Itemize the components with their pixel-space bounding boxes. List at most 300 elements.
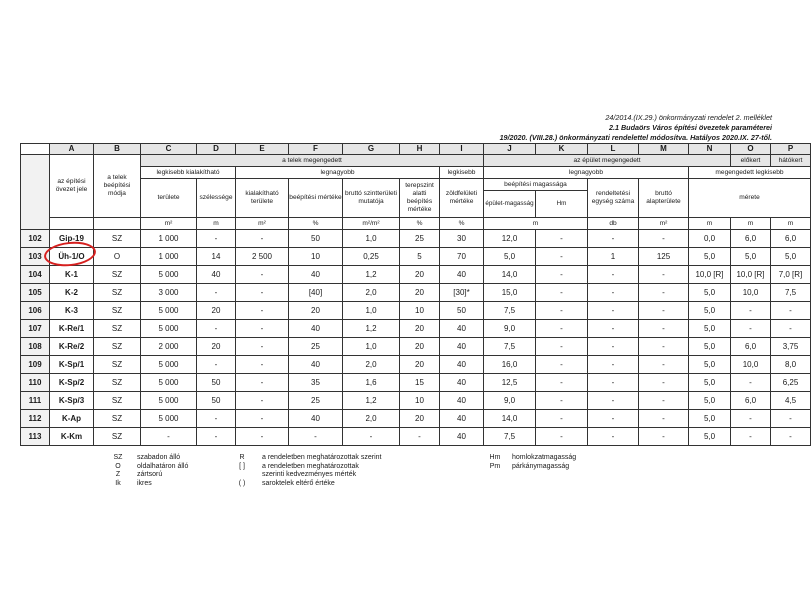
col-letter: D bbox=[197, 144, 236, 155]
legend-key: Ik bbox=[115, 479, 121, 487]
cell-hm: - bbox=[536, 230, 588, 248]
cell-row-number: 109 bbox=[21, 356, 50, 374]
col-letter: P bbox=[771, 144, 811, 155]
cell-coverage: 10 bbox=[289, 248, 343, 266]
cell-side-yard: - bbox=[771, 410, 811, 428]
cell-area: 5 000 bbox=[141, 410, 197, 428]
legend-value: a rendeletben meghatározottak szerint bbox=[262, 454, 382, 461]
cell-width: 50 bbox=[197, 392, 236, 410]
legend-entry bbox=[222, 480, 381, 489]
col-letter: E bbox=[236, 144, 289, 155]
unit-cell: m bbox=[197, 218, 236, 230]
cell-building-mode: SZ bbox=[94, 338, 141, 356]
col-header-size: mérete bbox=[689, 179, 811, 218]
cell-building-mode: SZ bbox=[94, 356, 141, 374]
cell-hm: - bbox=[536, 248, 588, 266]
cell-underground: 5 bbox=[400, 248, 440, 266]
cell-front-yard: 5,0 bbox=[689, 392, 731, 410]
cell-hm: - bbox=[536, 410, 588, 428]
unit-cell: % bbox=[440, 218, 484, 230]
cell-gross-floor-area: - bbox=[639, 428, 689, 446]
cell-front-yard: 5,0 bbox=[689, 338, 731, 356]
cell-side-yard: 6,25 bbox=[771, 374, 811, 392]
cell-coverage: - bbox=[289, 428, 343, 446]
cell-floor-area-ratio: 1,2 bbox=[343, 392, 400, 410]
cell-hm: - bbox=[536, 338, 588, 356]
cell-gross-floor-area: - bbox=[639, 284, 689, 302]
unit-header-row bbox=[21, 218, 811, 230]
unit-cell: m²/m² bbox=[343, 218, 400, 230]
cell-green-area: 40 bbox=[440, 410, 484, 428]
cell-row-number: 105 bbox=[21, 284, 50, 302]
cell-area: - bbox=[141, 428, 197, 446]
cell-underground: 10 bbox=[400, 392, 440, 410]
cell-unit-count: - bbox=[588, 302, 639, 320]
cell-width: - bbox=[197, 320, 236, 338]
cell-gross-floor-area: - bbox=[639, 320, 689, 338]
col-letter: A bbox=[50, 144, 94, 155]
subgroup-min-plot: legkisebb kialakítható bbox=[141, 167, 236, 179]
cell-gross-floor-area: - bbox=[639, 410, 689, 428]
table-row bbox=[21, 356, 811, 374]
cell-floor-area-ratio: 1,0 bbox=[343, 338, 400, 356]
cell-front-yard: 10,0 [R] bbox=[689, 266, 731, 284]
cell-max-area: - bbox=[236, 374, 289, 392]
cell-underground: 20 bbox=[400, 338, 440, 356]
cell-zone-code: K-Re/2 bbox=[50, 338, 94, 356]
cell-coverage: 40 bbox=[289, 356, 343, 374]
legend-entry bbox=[222, 463, 381, 472]
cell-zone-code: K-Sp/2 bbox=[50, 374, 94, 392]
cell-green-area: 40 bbox=[440, 356, 484, 374]
table-row bbox=[21, 266, 811, 284]
col-letter: M bbox=[639, 144, 689, 155]
cell-rear-yard: 6,0 bbox=[731, 338, 771, 356]
cell-width: - bbox=[197, 410, 236, 428]
cell-zone-code: K-Sp/1 bbox=[50, 356, 94, 374]
col-header-zone-code: az építési övezet jele bbox=[50, 155, 94, 218]
cell-underground: 20 bbox=[400, 410, 440, 428]
table-row bbox=[21, 374, 811, 392]
cell-area: 2 000 bbox=[141, 338, 197, 356]
unit-empty bbox=[94, 218, 141, 230]
col-header-floor-area-ratio: bruttó szintterületi mutatója bbox=[343, 179, 400, 218]
col-header-max-area: kialakítható területe bbox=[236, 179, 289, 218]
subgroup-max-building: legnagyobb bbox=[484, 167, 689, 179]
col-header-width: szélessége bbox=[197, 179, 236, 218]
legend-key: Hm bbox=[489, 454, 501, 461]
legend-entry bbox=[99, 463, 188, 472]
cell-building-mode: SZ bbox=[94, 374, 141, 392]
cell-underground: 20 bbox=[400, 284, 440, 302]
cell-building-mode: SZ bbox=[94, 266, 141, 284]
unit-cell: m² bbox=[141, 218, 197, 230]
unit-cell: m² bbox=[236, 218, 289, 230]
header-line-1: 24/2014.(IX.29.) önkormányzati rendelet 2. melléklet bbox=[605, 113, 772, 122]
cell-floor-area-ratio: 2,0 bbox=[343, 410, 400, 428]
cell-side-yard: - bbox=[771, 320, 811, 338]
col-header-coverage: beépítési mértéke bbox=[289, 179, 343, 218]
cell-unit-count: 1 bbox=[588, 248, 639, 266]
cell-green-area: 40 bbox=[440, 338, 484, 356]
cell-rear-yard: 10,0 bbox=[731, 284, 771, 302]
unit-empty bbox=[50, 218, 94, 230]
cell-row-number: 108 bbox=[21, 338, 50, 356]
cell-rear-yard: 5,0 bbox=[731, 248, 771, 266]
cell-zone-code: K-1 bbox=[50, 266, 94, 284]
cell-building-mode: SZ bbox=[94, 284, 141, 302]
col-header-underground: terepszint alatti beépítés mértéke bbox=[400, 179, 440, 218]
col-header-front-yard: előkert bbox=[731, 155, 771, 167]
cell-unit-count: - bbox=[588, 320, 639, 338]
cell-max-area: - bbox=[236, 392, 289, 410]
cell-zone-code: K-Km bbox=[50, 428, 94, 446]
cell-building-height: 5,0 bbox=[484, 248, 536, 266]
table-body bbox=[21, 230, 811, 446]
cell-gross-floor-area: - bbox=[639, 338, 689, 356]
col-letter: F bbox=[289, 144, 343, 155]
cell-coverage: 40 bbox=[289, 320, 343, 338]
col-header-unit-count: rendeltetési egység száma bbox=[588, 179, 639, 218]
cell-max-area: - bbox=[236, 320, 289, 338]
cell-zone-code: K-Ap bbox=[50, 410, 94, 428]
cell-building-height: 14,0 bbox=[484, 266, 536, 284]
cell-building-height: 12,0 bbox=[484, 230, 536, 248]
cell-max-area: - bbox=[236, 266, 289, 284]
group-header-row bbox=[21, 155, 811, 167]
unit-cell: db bbox=[588, 218, 639, 230]
cell-building-mode: SZ bbox=[94, 428, 141, 446]
cell-unit-count: - bbox=[588, 356, 639, 374]
cell-row-number: 107 bbox=[21, 320, 50, 338]
subgroup-min-setback: megengedett legkisebb bbox=[689, 167, 811, 179]
cell-building-height: 7,5 bbox=[484, 302, 536, 320]
cell-max-area: 2 500 bbox=[236, 248, 289, 266]
legend-key: [ ] bbox=[239, 462, 245, 470]
legend-entry bbox=[222, 471, 381, 480]
col-header-rear-yard: hátókert bbox=[771, 155, 811, 167]
cell-green-area: 40 bbox=[440, 392, 484, 410]
cell-max-area: - bbox=[236, 230, 289, 248]
legend-key: ( ) bbox=[238, 479, 246, 487]
cell-building-height: 7,5 bbox=[484, 338, 536, 356]
cell-area: 1 000 bbox=[141, 230, 197, 248]
legend-heights bbox=[478, 454, 576, 471]
cell-area: 1 000 bbox=[141, 248, 197, 266]
cell-hm: - bbox=[536, 428, 588, 446]
legend-entry bbox=[478, 463, 576, 472]
legend-key: Z bbox=[115, 471, 121, 479]
cell-max-area: - bbox=[236, 338, 289, 356]
col-header-building-mode: a telek beépítési módja bbox=[94, 155, 141, 218]
cell-building-mode: SZ bbox=[94, 392, 141, 410]
cell-front-yard: 0,0 bbox=[689, 230, 731, 248]
legend-value: szerinti kedvezményes mérték bbox=[262, 471, 357, 479]
cell-row-number: 113 bbox=[21, 428, 50, 446]
cell-area: 5 000 bbox=[141, 392, 197, 410]
cell-rear-yard: - bbox=[731, 374, 771, 392]
legend-value: zártsorú bbox=[137, 471, 163, 479]
cell-gross-floor-area: - bbox=[639, 356, 689, 374]
cell-unit-count: - bbox=[588, 266, 639, 284]
cell-unit-count: - bbox=[588, 230, 639, 248]
cell-width: 40 bbox=[197, 266, 236, 284]
cell-underground: 20 bbox=[400, 320, 440, 338]
unit-cell: m bbox=[731, 218, 771, 230]
col-letter: B bbox=[94, 144, 141, 155]
legend-entry bbox=[99, 454, 188, 463]
table-row bbox=[21, 428, 811, 446]
cell-row-number: 104 bbox=[21, 266, 50, 284]
cell-building-height: 9,0 bbox=[484, 392, 536, 410]
cell-zone-code: K-3 bbox=[50, 302, 94, 320]
cell-unit-count: - bbox=[588, 410, 639, 428]
cell-row-number: 111 bbox=[21, 392, 50, 410]
zoning-parameters-table bbox=[20, 143, 811, 446]
cell-floor-area-ratio: 1,0 bbox=[343, 302, 400, 320]
cell-front-yard: 5,0 bbox=[689, 284, 731, 302]
cell-zone-code: Üh-1/O bbox=[50, 248, 94, 266]
corner-cell bbox=[21, 144, 50, 155]
cell-floor-area-ratio: 1,0 bbox=[343, 230, 400, 248]
cell-area: 5 000 bbox=[141, 302, 197, 320]
col-header-hm: Hm bbox=[536, 191, 588, 218]
cell-rear-yard: 6,0 bbox=[731, 230, 771, 248]
cell-green-area: 40 bbox=[440, 428, 484, 446]
legend-key: O bbox=[115, 462, 121, 470]
cell-max-area: - bbox=[236, 428, 289, 446]
cell-unit-count: - bbox=[588, 284, 639, 302]
cell-front-yard: 5,0 bbox=[689, 428, 731, 446]
cell-front-yard: 5,0 bbox=[689, 410, 731, 428]
cell-width: 50 bbox=[197, 374, 236, 392]
table-row bbox=[21, 392, 811, 410]
group-header-building: az épület megengedett bbox=[484, 155, 731, 167]
col-header-area: területe bbox=[141, 179, 197, 218]
cell-width: 20 bbox=[197, 302, 236, 320]
cell-gross-floor-area: - bbox=[639, 266, 689, 284]
cell-side-yard: 6,0 bbox=[771, 230, 811, 248]
cell-front-yard: 5,0 bbox=[689, 248, 731, 266]
cell-building-height: 16,0 bbox=[484, 356, 536, 374]
group-header-plot: a telek megengedett bbox=[141, 155, 484, 167]
col-letter: N bbox=[689, 144, 731, 155]
cell-side-yard: 5,0 bbox=[771, 248, 811, 266]
cell-building-height: 14,0 bbox=[484, 410, 536, 428]
table-row bbox=[21, 338, 811, 356]
legend-entry bbox=[99, 480, 188, 489]
legend-value: saroktelek eltérő értéke bbox=[262, 479, 335, 487]
cell-underground: 20 bbox=[400, 356, 440, 374]
legend-entry bbox=[99, 471, 188, 480]
cell-hm: - bbox=[536, 320, 588, 338]
legend-value: oldalhatáron álló bbox=[137, 462, 189, 470]
cell-row-number: 110 bbox=[21, 374, 50, 392]
cell-area: 5 000 bbox=[141, 320, 197, 338]
cell-rear-yard: 10,0 bbox=[731, 356, 771, 374]
cell-side-yard: 8,0 bbox=[771, 356, 811, 374]
cell-underground: 20 bbox=[400, 266, 440, 284]
col-letter: O bbox=[731, 144, 771, 155]
table-row bbox=[21, 284, 811, 302]
cell-gross-floor-area: - bbox=[639, 230, 689, 248]
cell-building-height: 7,5 bbox=[484, 428, 536, 446]
cell-underground: 10 bbox=[400, 302, 440, 320]
cell-building-mode: O bbox=[94, 248, 141, 266]
unit-cell: m bbox=[771, 218, 811, 230]
cell-zone-code: K-Re/1 bbox=[50, 320, 94, 338]
cell-hm: - bbox=[536, 284, 588, 302]
cell-side-yard: 7,5 bbox=[771, 284, 811, 302]
table-row bbox=[21, 230, 811, 248]
cell-green-area: 40 bbox=[440, 374, 484, 392]
cell-rear-yard: - bbox=[731, 320, 771, 338]
legend-value: párkánymagasság bbox=[512, 462, 570, 470]
cell-front-yard: 5,0 bbox=[689, 356, 731, 374]
cell-green-area: 70 bbox=[440, 248, 484, 266]
cell-underground: 25 bbox=[400, 230, 440, 248]
cell-front-yard: 5,0 bbox=[689, 302, 731, 320]
cell-zone-code: K-2 bbox=[50, 284, 94, 302]
cell-width: 14 bbox=[197, 248, 236, 266]
cell-zone-code: K-Sp/3 bbox=[50, 392, 94, 410]
cell-coverage: 35 bbox=[289, 374, 343, 392]
cell-hm: - bbox=[536, 266, 588, 284]
col-letter: H bbox=[400, 144, 440, 155]
cell-max-area: - bbox=[236, 284, 289, 302]
cell-max-area: - bbox=[236, 356, 289, 374]
cell-coverage: 20 bbox=[289, 302, 343, 320]
cell-hm: - bbox=[536, 374, 588, 392]
header-line-2: 2.1 Budaörs Város építési övezetek paraméterei bbox=[609, 123, 772, 132]
cell-side-yard: - bbox=[771, 428, 811, 446]
header-line-3: 19/2020. (VIII.28.) önkormányzati rendelettel módosítva. Hatályos 2020.IX. 27-től. bbox=[499, 133, 772, 142]
cell-green-area: 30 bbox=[440, 230, 484, 248]
cell-area: 5 000 bbox=[141, 374, 197, 392]
cell-rear-yard: 6,0 bbox=[731, 392, 771, 410]
cell-floor-area-ratio: 2,0 bbox=[343, 356, 400, 374]
cell-side-yard: 3,75 bbox=[771, 338, 811, 356]
row-number-header bbox=[21, 155, 50, 230]
col-letter: C bbox=[141, 144, 197, 155]
cell-coverage: 50 bbox=[289, 230, 343, 248]
cell-building-mode: SZ bbox=[94, 230, 141, 248]
cell-building-mode: SZ bbox=[94, 410, 141, 428]
cell-floor-area-ratio: 1,2 bbox=[343, 266, 400, 284]
legend-symbols bbox=[222, 454, 381, 488]
cell-floor-area-ratio: - bbox=[343, 428, 400, 446]
cell-underground: - bbox=[400, 428, 440, 446]
col-header-gross-floor-area: bruttó alapterülete bbox=[639, 179, 689, 218]
cell-max-area: - bbox=[236, 302, 289, 320]
legend-key: SZ bbox=[113, 454, 123, 461]
cell-gross-floor-area: - bbox=[639, 302, 689, 320]
legend-building-modes bbox=[99, 454, 188, 488]
cell-row-number: 106 bbox=[21, 302, 50, 320]
cell-hm: - bbox=[536, 302, 588, 320]
cell-unit-count: - bbox=[588, 338, 639, 356]
cell-row-number: 102 bbox=[21, 230, 50, 248]
legend-key: Pm bbox=[489, 462, 501, 470]
cell-rear-yard: - bbox=[731, 410, 771, 428]
column-letter-row bbox=[21, 144, 811, 155]
table-row bbox=[21, 410, 811, 428]
cell-building-mode: SZ bbox=[94, 320, 141, 338]
cell-front-yard: 5,0 bbox=[689, 374, 731, 392]
table-row bbox=[21, 302, 811, 320]
cell-rear-yard: 10,0 [R] bbox=[731, 266, 771, 284]
legend-key bbox=[222, 471, 262, 480]
unit-cell: m bbox=[689, 218, 731, 230]
subgroup-min-green: legkisebb bbox=[440, 167, 484, 179]
cell-coverage: [40] bbox=[289, 284, 343, 302]
col-header-green-area: zöldfelületi mértéke bbox=[440, 179, 484, 218]
legend-value: a rendeletben meghatározottak bbox=[262, 462, 359, 470]
cell-green-area: 40 bbox=[440, 320, 484, 338]
cell-row-number: 112 bbox=[21, 410, 50, 428]
unit-cell: m² bbox=[639, 218, 689, 230]
cell-building-height: 9,0 bbox=[484, 320, 536, 338]
subgroup-max-plot: legnagyobb bbox=[236, 167, 440, 179]
cell-gross-floor-area: - bbox=[639, 392, 689, 410]
legend-value: ikres bbox=[137, 479, 152, 487]
cell-floor-area-ratio: 0,25 bbox=[343, 248, 400, 266]
unit-cell: % bbox=[400, 218, 440, 230]
legend-entry bbox=[478, 454, 576, 463]
unit-cell: m bbox=[484, 218, 588, 230]
cell-zone-code: Gip-19 bbox=[50, 230, 94, 248]
document-header bbox=[500, 113, 772, 143]
cell-area: 5 000 bbox=[141, 266, 197, 284]
table-row bbox=[21, 320, 811, 338]
cell-front-yard: 5,0 bbox=[689, 320, 731, 338]
cell-coverage: 25 bbox=[289, 338, 343, 356]
cell-building-height: 12,5 bbox=[484, 374, 536, 392]
cell-width: - bbox=[197, 230, 236, 248]
cell-building-height: 15,0 bbox=[484, 284, 536, 302]
cell-coverage: 25 bbox=[289, 392, 343, 410]
cell-side-yard: - bbox=[771, 302, 811, 320]
cell-hm: - bbox=[536, 392, 588, 410]
cell-side-yard: 7,0 [R] bbox=[771, 266, 811, 284]
cell-floor-area-ratio: 1,6 bbox=[343, 374, 400, 392]
col-letter: G bbox=[343, 144, 400, 155]
cell-width: - bbox=[197, 284, 236, 302]
table-row bbox=[21, 248, 811, 266]
cell-area: 5 000 bbox=[141, 356, 197, 374]
cell-max-area: - bbox=[236, 410, 289, 428]
cell-unit-count: - bbox=[588, 428, 639, 446]
cell-green-area: 40 bbox=[440, 266, 484, 284]
unit-cell: % bbox=[289, 218, 343, 230]
cell-unit-count: - bbox=[588, 392, 639, 410]
col-header-building-height: épület-magasság bbox=[484, 191, 536, 218]
cell-width: - bbox=[197, 428, 236, 446]
legend-key: R bbox=[239, 454, 245, 461]
cell-floor-area-ratio: 2,0 bbox=[343, 284, 400, 302]
cell-coverage: 40 bbox=[289, 410, 343, 428]
cell-side-yard: 4,5 bbox=[771, 392, 811, 410]
subgroup-building-height: beépítési magassága bbox=[484, 179, 588, 191]
col-letter: J bbox=[484, 144, 536, 155]
cell-floor-area-ratio: 1,2 bbox=[343, 320, 400, 338]
cell-row-number: 103 bbox=[21, 248, 50, 266]
cell-coverage: 40 bbox=[289, 266, 343, 284]
cell-unit-count: - bbox=[588, 374, 639, 392]
cell-gross-floor-area: - bbox=[639, 374, 689, 392]
legend-entry bbox=[222, 454, 381, 463]
col-letter: L bbox=[588, 144, 639, 155]
